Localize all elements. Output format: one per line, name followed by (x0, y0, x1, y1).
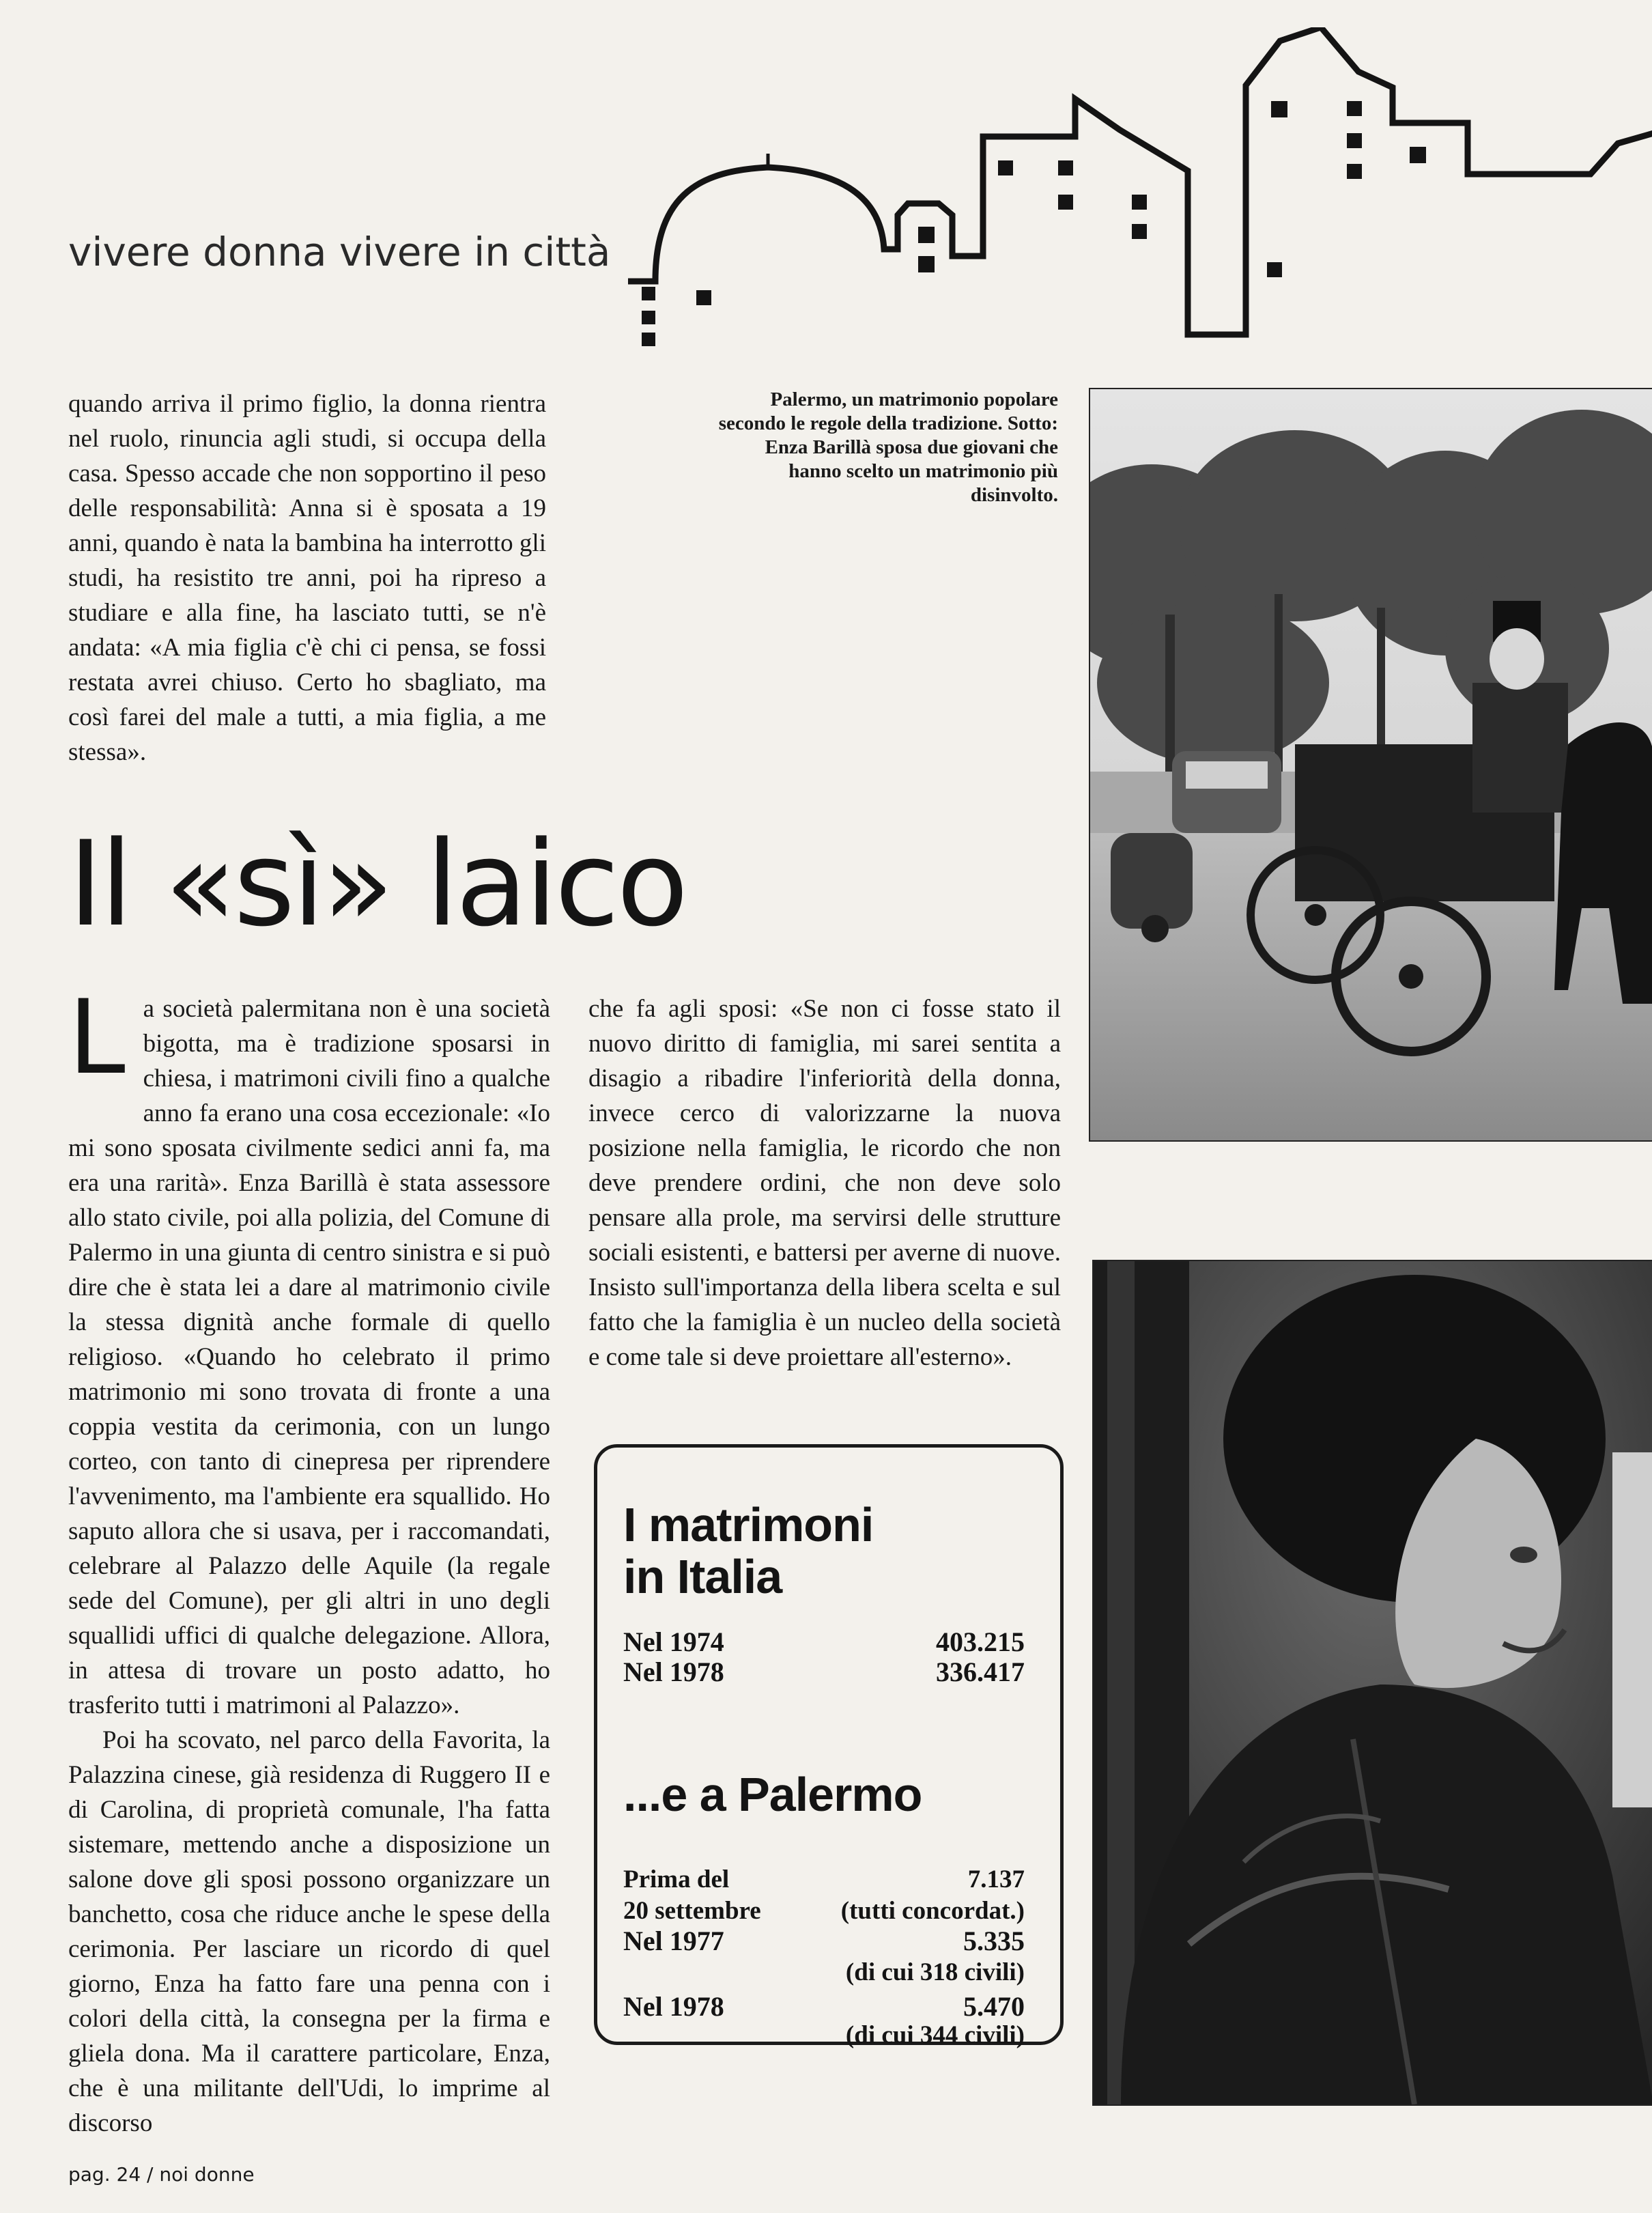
wedding-carriage-photo (1089, 388, 1652, 1142)
skyline-illustration (628, 27, 1652, 348)
article-paragraph-3: che fa agli sposi: «Se non ci fosse stato il nuovo diritto di famiglia, mi sarei sentita a disagio a ribadire l'inferiorità della donna, invece cerco di valorizzarne la nuova posizione nella famiglia, le ricordo che non deve prendere ordini, che non deve solo pensare alla prole, ma servirsi delle strutture sociali esistenti, e battersi per averne di nuove. Insisto sull'importanza della libera scelta e sul fatto che la famiglia è un nucleo della società e come tale si deve proiettare all'esterno». (588, 995, 1061, 1371)
palermo-note: (tutti concordat.) (840, 1897, 1025, 1925)
box-title-line-1: I matrimoni (623, 1498, 874, 1551)
palermo-note: (di cui 318 civili) (845, 1958, 1025, 1986)
italy-value: 336.417 (936, 1657, 1025, 1687)
couple-photo (1092, 1260, 1652, 2106)
article-paragraph-1: a società palermitana non è una società bigotta, ma è tradizione sposarsi in chiesa, i matrimoni civili fino a qualche anno fa erano una cosa eccezionale: «Io mi sono sposata civilmente sedici anni fa, ma era una rarità». Enza Barillà è stata assessore allo stato civile, poi alla polizia, del Comune di Palermo in una giunta di centro sinistra e si può dire che è stata lei a dare al matrimonio civile la stessa dignità anche formale di quello religioso. «Quando ho celebrato il primo matrimonio mi sono trovata di fronte a una coppia vestita da cerimonia, con un lungo corteo, con tanto di cinepresa per riprendere l'avvenimento, ma l'ambiente era squallido. Ho saputo allora che si usava, per i raccomandati, celebrare al Palazzo delle Aquile (la regale sede del Comune), per gli altri in uno degli squallidi uffici di qualche delegazione. Allora, in attesa di trovare un posto adatto, ho trasferito tutti i matrimoni al Palazzo». (68, 995, 550, 1719)
italy-label: Nel 1978 (623, 1657, 724, 1687)
palermo-value: 5.470 (963, 1991, 1025, 2022)
article-column-2 (588, 991, 1061, 1375)
intro-column (68, 386, 546, 770)
statistics-box (594, 1444, 1064, 2049)
article-paragraph-2: Poi ha scovato, nel parco della Favorita, la Palazzina cinese, già residenza di Ruggero II e di Carolina, di proprietà comunale, l'ha fatta sistemare, mettendo anche a disposizione un salone dove gli sposi possono organizzare un banchetto, cosa che riduce anche le spese della cerimonia. Per lasciare un ricordo di quel giorno, Enza ha fatto fare una penna con i colori della città, la consegna per la firma e gliela dona. Ma il carattere particolare, Enza, che è una militante dell'Udi, lo imprime al discorso (68, 1726, 550, 2137)
palermo-value: 5.335 (963, 1926, 1025, 1956)
intro-paragraph: quando arriva il primo figlio, la donna rientra nel ruolo, rinuncia agli studi, si occupa della casa. Spesso accade che non sopportino il peso delle responsabilità: Anna si è sposata a 19 anni, quando è nata la bambina ha interrotto gli studi, ha resistito tre anni, poi ha ripreso a studiare e alla fine, ha lasciato tutti, se n'è andata: «A mia figlia c'è chi ci pensa, se fossi restata avrei chiuso. Certo ho sbagliato, ma così farei del male a tutti, a mia figlia, a me stessa». (68, 390, 546, 766)
palermo-title: ...e a Palermo (623, 1768, 922, 1821)
palermo-note: (di cui 344 civili) (845, 2021, 1025, 2049)
page-footer: pag. 24 / noi donne (68, 2163, 255, 2186)
box-title-line-2: in Italia (623, 1550, 782, 1603)
article-title: Il «sì» laico (68, 815, 686, 953)
article-column-1 (68, 978, 550, 2141)
wedding-carriage-image (1090, 389, 1652, 1140)
palermo-value: 7.137 (967, 1865, 1025, 1893)
palermo-label: Nel 1978 (623, 1991, 724, 2022)
palermo-label: Prima del (623, 1865, 730, 1893)
couple-image (1094, 1261, 1652, 2104)
italy-value: 403.215 (936, 1626, 1025, 1657)
photo-caption: Palermo, un matrimonio popolare secondo le regole della tradizione. Sotto: Enza Barillà sposa due giovani che hanno scelto un matrimonio più disinvolto. (718, 389, 1058, 506)
palermo-label: Nel 1977 (623, 1926, 724, 1956)
palermo-label: 20 settembre (623, 1897, 761, 1925)
section-kicker: vivere donna vivere in città (68, 229, 611, 275)
italy-label: Nel 1974 (623, 1626, 724, 1657)
drop-cap: L (68, 978, 126, 1097)
